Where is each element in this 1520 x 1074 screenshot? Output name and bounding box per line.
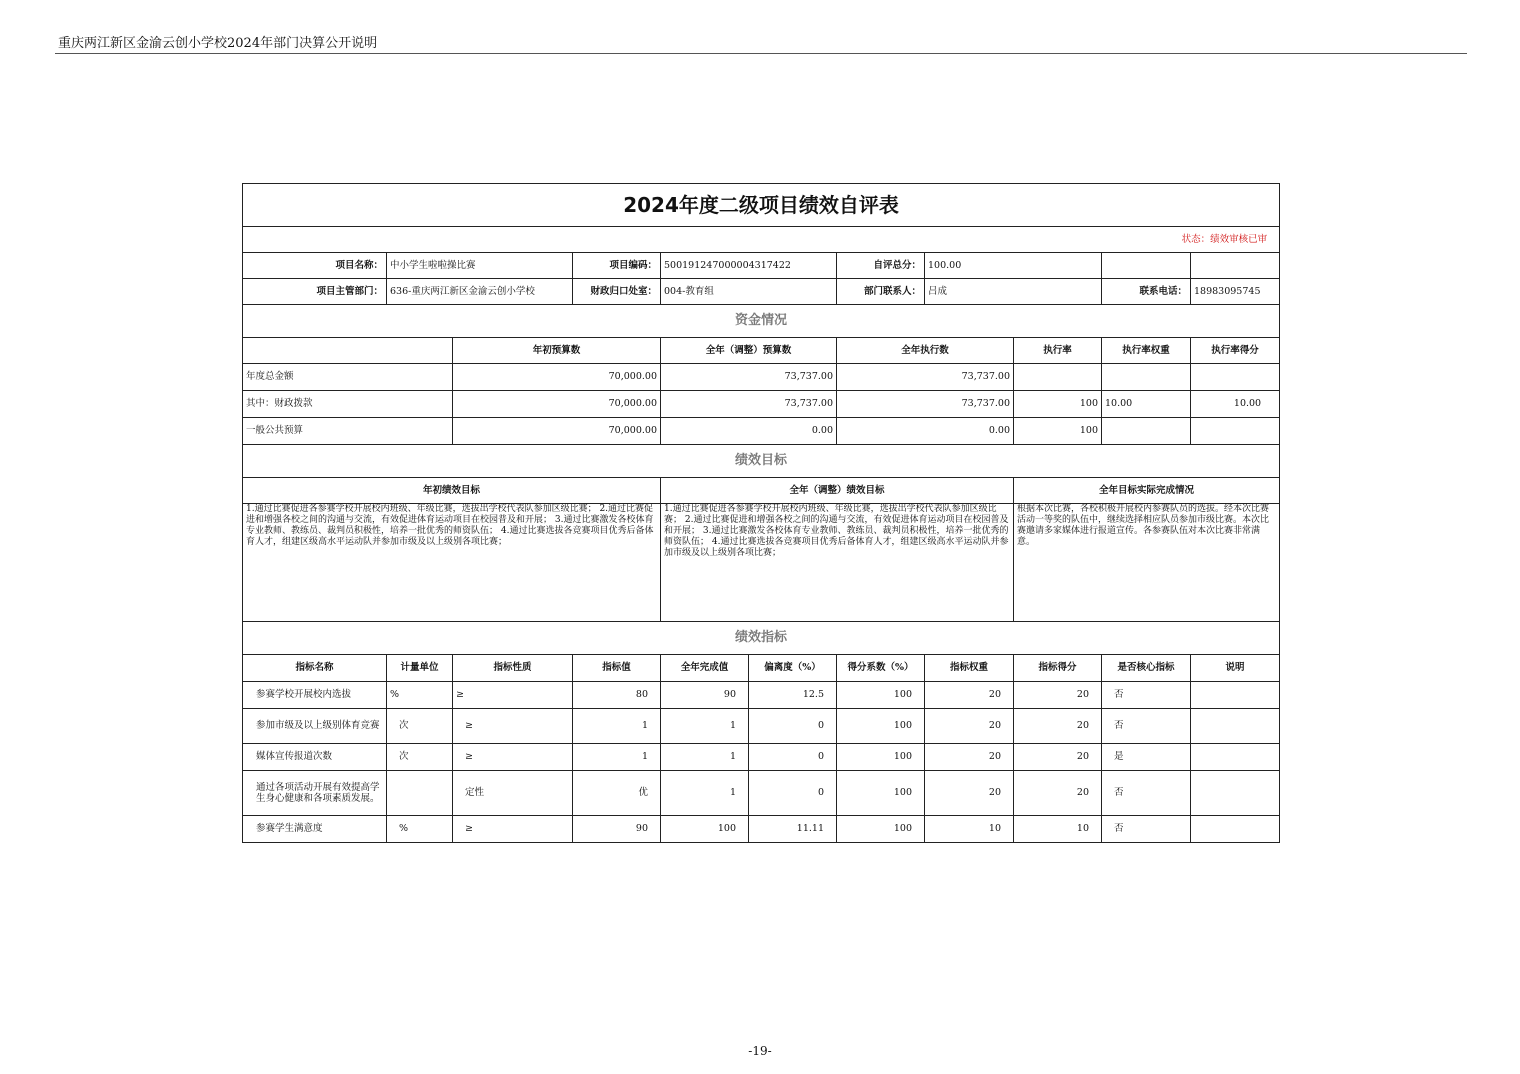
funds-row-adjusted: 0.00 <box>661 418 837 445</box>
funds-header-executed: 全年执行数 <box>837 338 1014 364</box>
indicator-deviation: 0 <box>749 744 837 771</box>
funds-row-rate: 100 <box>1014 391 1102 418</box>
indicator-nature: ≥ <box>453 744 573 771</box>
phone-value: 18983095745 <box>1191 279 1280 305</box>
section-title-funds: 资金情况 <box>243 305 1280 338</box>
indicator-core: 否 <box>1102 771 1191 816</box>
info-row-1 <box>243 253 1280 279</box>
funds-row-executed: 73,737.00 <box>837 364 1014 391</box>
funds-header-weight: 执行率权重 <box>1102 338 1191 364</box>
indicator-core: 否 <box>1102 816 1191 843</box>
indicator-unit <box>387 771 453 816</box>
ind-header-coefficient: 得分系数（%） <box>837 655 925 682</box>
performance-self-evaluation-table <box>242 183 1280 843</box>
page-number: -19- <box>748 1044 772 1058</box>
info-row-2 <box>243 279 1280 305</box>
funds-row-adjusted: 73,737.00 <box>661 364 837 391</box>
funds-row-weight <box>1102 364 1191 391</box>
indicator-target: 80 <box>573 682 661 709</box>
contact-label: 部门联系人： <box>837 279 925 305</box>
indicator-deviation: 0 <box>749 709 837 744</box>
funds-row-rate: 100 <box>1014 418 1102 445</box>
funds-row-executed: 0.00 <box>837 418 1014 445</box>
ind-header-core: 是否核心指标 <box>1102 655 1191 682</box>
indicator-nature: 定性 <box>453 771 573 816</box>
indicator-note <box>1191 744 1280 771</box>
header-rule <box>55 53 1467 54</box>
office-value: 004-教育组 <box>661 279 837 305</box>
funds-row-name: 其中：财政拨款 <box>243 391 453 418</box>
ind-header-target: 指标值 <box>573 655 661 682</box>
indicator-nature: ≥ <box>453 709 573 744</box>
indicator-note <box>1191 709 1280 744</box>
indicator-target: 1 <box>573 744 661 771</box>
goals-initial-text: 1.通过比赛促进各参赛学校开展校内班级、年级比赛，选拔出学校代表队参加区级比赛； 2.通过比赛促进和增强各校之间的沟通与交流，有效促进体育运动项目在校园普及和开展； 3.通过比赛激发各校体育专业教师、教练员、裁判员积极性，培养一批优秀的师资队伍； 4.通过比赛选拔各竞赛项目优秀后备体育人才，组建区级高水平运动队并参加市级及以上级别各项比赛； <box>243 504 661 622</box>
office-label: 财政归口处室： <box>573 279 661 305</box>
indicator-note <box>1191 682 1280 709</box>
goals-header-row <box>243 478 1280 504</box>
indicator-name: 参赛学生满意度 <box>243 816 387 843</box>
indicator-actual: 90 <box>661 682 749 709</box>
indicator-unit: % <box>387 682 453 709</box>
status-text: 状态：绩效审核已审 <box>243 227 1280 253</box>
indicator-name: 通过各项活动开展有效提高学生身心健康和各项素质发展。 <box>243 771 387 816</box>
indicator-row <box>243 709 1280 744</box>
dept-value: 636-重庆两江新区金渝云创小学校 <box>387 279 573 305</box>
indicator-core: 否 <box>1102 709 1191 744</box>
indicator-coefficient: 100 <box>837 709 925 744</box>
indicator-row <box>243 682 1280 709</box>
ind-header-note: 说明 <box>1191 655 1280 682</box>
indicator-note <box>1191 816 1280 843</box>
section-title-indicators: 绩效指标 <box>243 622 1280 655</box>
indicator-nature: ≥ <box>453 682 573 709</box>
project-name-label: 项目名称： <box>243 253 387 279</box>
ind-header-deviation: 偏离度（%） <box>749 655 837 682</box>
indicator-unit: 次 <box>387 744 453 771</box>
indicator-name: 媒体宣传报道次数 <box>243 744 387 771</box>
project-name-value: 中小学生啦啦操比赛 <box>387 253 573 279</box>
phone-label: 联系电话： <box>1102 279 1191 305</box>
funds-header-row <box>243 338 1280 364</box>
goals-header-initial: 年初绩效目标 <box>243 478 661 504</box>
ind-header-score: 指标得分 <box>1014 655 1102 682</box>
indicator-score: 20 <box>1014 744 1102 771</box>
ind-header-actual: 全年完成值 <box>661 655 749 682</box>
funds-header-rate: 执行率 <box>1014 338 1102 364</box>
indicator-weight: 20 <box>925 682 1014 709</box>
goals-content-row <box>243 504 1280 622</box>
ind-header-unit: 计量单位 <box>387 655 453 682</box>
funds-header-score: 执行率得分 <box>1191 338 1280 364</box>
funds-header-adjusted: 全年（调整）预算数 <box>661 338 837 364</box>
indicator-actual: 100 <box>661 816 749 843</box>
ind-header-weight: 指标权重 <box>925 655 1014 682</box>
project-code-label: 项目编码： <box>573 253 661 279</box>
indicator-row <box>243 771 1280 816</box>
indicator-row <box>243 744 1280 771</box>
funds-row-adjusted: 73,737.00 <box>661 391 837 418</box>
funds-row <box>243 391 1280 418</box>
funds-row-score: 10.00 <box>1191 391 1280 418</box>
funds-row-name: 一般公共预算 <box>243 418 453 445</box>
total-score-value: 100.00 <box>925 253 1102 279</box>
page-header: 重庆两江新区金渝云创小学校2024年部门决算公开说明 <box>58 36 378 51</box>
indicator-name: 参加市级及以上级别体育竞赛 <box>243 709 387 744</box>
indicator-target: 1 <box>573 709 661 744</box>
indicator-unit: % <box>387 816 453 843</box>
funds-row-score <box>1191 364 1280 391</box>
indicator-score: 20 <box>1014 771 1102 816</box>
ind-header-nature: 指标性质 <box>453 655 573 682</box>
indicator-score: 10 <box>1014 816 1102 843</box>
indicator-actual: 1 <box>661 771 749 816</box>
funds-row-weight <box>1102 418 1191 445</box>
funds-header-initial: 年初预算数 <box>453 338 661 364</box>
indicator-coefficient: 100 <box>837 771 925 816</box>
funds-row-weight: 10.00 <box>1102 391 1191 418</box>
funds-row-initial: 70,000.00 <box>453 418 661 445</box>
indicator-target: 优 <box>573 771 661 816</box>
indicator-weight: 20 <box>925 744 1014 771</box>
indicator-target: 90 <box>573 816 661 843</box>
indicator-coefficient: 100 <box>837 816 925 843</box>
indicators-header-row <box>243 655 1280 682</box>
indicator-score: 20 <box>1014 682 1102 709</box>
indicator-unit: 次 <box>387 709 453 744</box>
goals-header-adjusted: 全年（调整）绩效目标 <box>661 478 1014 504</box>
indicator-note <box>1191 771 1280 816</box>
ind-header-name: 指标名称 <box>243 655 387 682</box>
funds-header-empty <box>243 338 453 364</box>
indicator-coefficient: 100 <box>837 744 925 771</box>
indicator-core: 否 <box>1102 682 1191 709</box>
indicator-core: 是 <box>1102 744 1191 771</box>
goals-adjusted-text: 1.通过比赛促进各参赛学校开展校内班级、年级比赛，选拔出学校代表队参加区级比赛； 2.通过比赛促进和增强各校之间的沟通与交流，有效促进体育运动项目在校园普及和开展； 3.通过比赛激发各校体育专业教师、教练员、裁判员积极性，培养一批优秀的师资队伍； 4.通过比赛选拔各竞赛项目优秀后备体育人才，组建区级高水平运动队并参加市级及以上级别各项比赛； <box>661 504 1014 622</box>
dept-label: 项目主管部门： <box>243 279 387 305</box>
indicator-weight: 10 <box>925 816 1014 843</box>
goals-header-actual: 全年目标实际完成情况 <box>1014 478 1280 504</box>
indicator-deviation: 11.11 <box>749 816 837 843</box>
info-empty-cell <box>1191 253 1280 279</box>
indicator-weight: 20 <box>925 771 1014 816</box>
funds-row-name: 年度总金额 <box>243 364 453 391</box>
indicator-weight: 20 <box>925 709 1014 744</box>
indicator-actual: 1 <box>661 709 749 744</box>
indicator-coefficient: 100 <box>837 682 925 709</box>
funds-row-initial: 70,000.00 <box>453 364 661 391</box>
indicator-deviation: 12.5 <box>749 682 837 709</box>
funds-row <box>243 418 1280 445</box>
funds-row-initial: 70,000.00 <box>453 391 661 418</box>
funds-row <box>243 364 1280 391</box>
indicator-row <box>243 816 1280 843</box>
funds-row-score <box>1191 418 1280 445</box>
funds-row-executed: 73,737.00 <box>837 391 1014 418</box>
indicator-name: 参赛学校开展校内选拔 <box>243 682 387 709</box>
indicator-deviation: 0 <box>749 771 837 816</box>
info-empty-cell <box>1102 253 1191 279</box>
goals-actual-text: 根据本次比赛，各校积极开展校内参赛队员的选拔。经本次比赛活动一等奖的队伍中，继续选择相应队员参加市级比赛。本次比赛邀请多家媒体进行报道宣传。各参赛队伍对本次比赛非常满意。 <box>1014 504 1280 622</box>
project-code-value: 500191247000004317422 <box>661 253 837 279</box>
funds-row-rate <box>1014 364 1102 391</box>
indicator-score: 20 <box>1014 709 1102 744</box>
indicator-nature: ≥ <box>453 816 573 843</box>
section-title-goals: 绩效目标 <box>243 445 1280 478</box>
indicator-actual: 1 <box>661 744 749 771</box>
form-title: 2024年度二级项目绩效自评表 <box>243 184 1280 227</box>
total-score-label: 自评总分： <box>837 253 925 279</box>
contact-value: 吕成 <box>925 279 1102 305</box>
